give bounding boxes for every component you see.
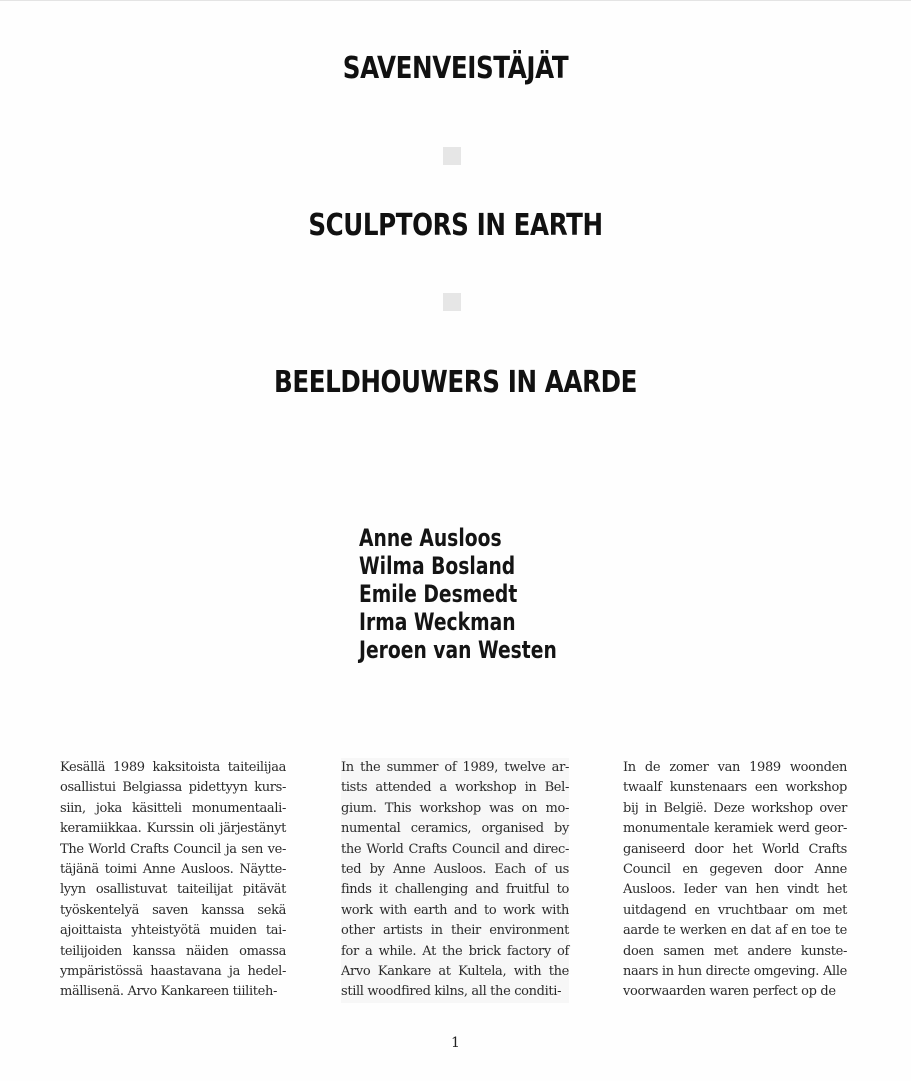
text-line: Kesällä 1989 kaksitoista taiteilijaa — [60, 760, 286, 775]
heading-finnish: SAVENVEISTÄJÄT — [342, 51, 569, 86]
text-line: finds it challenging and fruitful to — [341, 882, 569, 898]
artist-name: Jeroen van Westen — [359, 636, 557, 664]
divider-square — [443, 293, 461, 311]
heading-english: SCULPTORS IN EARTH — [308, 208, 603, 243]
text-line: uitdagend en vruchtbaar om met — [623, 902, 847, 918]
text-line: keramiikkaa. Kurssin oli järjestänyt — [60, 821, 286, 837]
artist-name: Irma Weckman — [359, 608, 516, 636]
text-line: numental ceramics, organised by — [341, 821, 569, 837]
text-line: teilijoiden kanssa näiden omassa — [60, 943, 286, 959]
text-line: tists attended a workshop in Bel- — [341, 780, 569, 796]
text-line: The World Crafts Council ja sen ve- — [60, 841, 286, 857]
text-line: twaalf kunstenaars een workshop — [623, 780, 847, 796]
text-line: for a while. At the brick factory of — [341, 943, 569, 959]
text-line: voorwaarden waren perfect op de — [623, 984, 836, 1000]
text-line: osallistui Belgiassa pidettyyn kurs- — [60, 780, 286, 796]
heading-dutch: BEELDHOUWERS IN AARDE — [273, 365, 638, 400]
text-line: the World Crafts Council and direc- — [341, 841, 569, 857]
text-line: aarde te werken en dat af en toe te — [623, 923, 847, 939]
text-line: siin, joka käsitteli monumentaali- — [60, 800, 286, 816]
text-line: doen samen met andere kunste- — [623, 943, 847, 959]
text-column-dutch — [623, 758, 847, 1003]
text-line: Council en gegeven door Anne — [623, 861, 847, 877]
text-column-finnish — [60, 758, 286, 1003]
text-line: lyyn osallistuvat taiteilijat pitävät — [60, 882, 286, 898]
text-line: ajoittaista yhteistyötä muiden tai- — [60, 923, 286, 939]
text-line: still woodfired kilns, all the conditi- — [341, 984, 562, 1000]
artist-name: Emile Desmedt — [359, 580, 518, 608]
text-line: ympäristössä haastavana ja hedel- — [60, 963, 286, 979]
text-line: ted by Anne Ausloos. Each of us — [341, 861, 569, 877]
text-line: työskentelyä saven kanssa sekä — [60, 902, 286, 918]
text-line: gium. This workshop was on mo- — [341, 800, 569, 816]
text-line: mällisenä. Arvo Kankareen tiiliteh- — [60, 984, 278, 1000]
text-line: Arvo Kankare at Kultela, with the — [341, 963, 569, 979]
artist-name: Wilma Bosland — [359, 552, 516, 580]
text-line: bij in België. Deze workshop over — [623, 800, 847, 816]
text-line: Ausloos. Ieder van hen vindt het — [623, 882, 847, 898]
divider-square — [443, 147, 461, 165]
text-column-english — [341, 758, 569, 1003]
text-line: In the summer of 1989, twelve ar- — [341, 760, 569, 775]
text-line: monumentale keramiek werd geor- — [623, 821, 847, 837]
text-line: naars in hun directe omgeving. Alle — [623, 963, 847, 979]
artist-name: Anne Ausloos — [359, 524, 502, 552]
text-line: täjänä toimi Anne Ausloos. Näytte- — [60, 861, 286, 877]
page-number: 1 — [451, 1035, 460, 1051]
text-line: In de zomer van 1989 woonden — [623, 760, 847, 775]
text-line: other artists in their environment — [341, 923, 569, 939]
text-line: work with earth and to work with — [341, 902, 569, 918]
artist-list — [359, 524, 613, 664]
text-line: ganiseerd door het World Crafts — [623, 841, 847, 857]
